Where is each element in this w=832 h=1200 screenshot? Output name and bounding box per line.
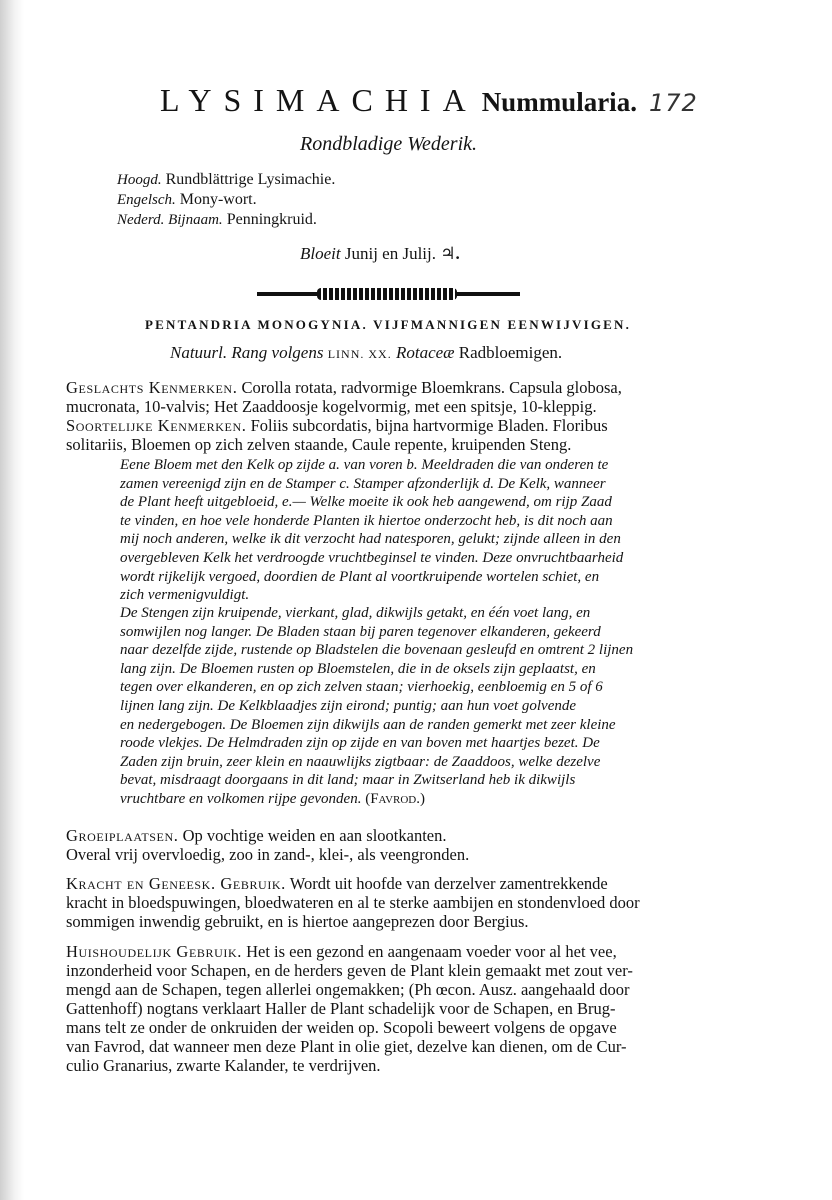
text-line: wordt rijkelijk vergoed, doordien de Plant al voortkruipende wortelen schiet, en: [120, 568, 600, 585]
section-heading: Huishoudelijk Gebruik.: [66, 942, 242, 961]
text-line: de Plant heeft uitgebloeid, e.— Welke moeite ik ook heb aangewend, om rijp Zaad: [120, 494, 612, 511]
text-line: [120, 790, 740, 809]
ornamental-divider: [257, 292, 520, 296]
text-line: [66, 874, 756, 893]
rang-linn: LINN. XX.: [327, 347, 392, 361]
genus-name: LYSIMACHIA: [160, 82, 478, 118]
section-heading: Groeiplaatsen.: [66, 826, 179, 845]
section-heading: Soortelijke Kenmerken.: [66, 416, 247, 435]
bloei-text: Junij en Julij.: [344, 244, 437, 263]
text-line: roode vlekjes. De Helmdraden zijn op zijde en van boven met haartjes bezet. De: [120, 735, 600, 752]
vernacular-names: [117, 170, 335, 230]
divider-ornament: [317, 288, 457, 300]
name-row: [117, 210, 335, 230]
text-span: Foliis subcordatis, bijna hartvormige Bladen. Floribus: [250, 416, 608, 435]
rang-dutch: Radbloemigen.: [458, 343, 563, 362]
name-value: Rundblättrige Lysimachie.: [165, 171, 336, 188]
text-line: [66, 942, 756, 961]
rang-label: Natuurl. Rang volgens: [170, 343, 324, 362]
section-heading: Kracht en Geneesk. Gebruik.: [66, 874, 286, 893]
genus-characters: [66, 378, 756, 454]
folio-number: 172: [648, 89, 698, 117]
plate-description: [120, 456, 740, 605]
text-line: Eene Bloem met den Kelk op zijde a. van voren b. Meeldraden die van onderen te: [120, 457, 609, 473]
text-line: Gattenhoff) nogtans verklaart Haller de Plant schadelijk voor de Schapen, en Brug-: [66, 999, 616, 1018]
perennial-symbol: ♃.: [440, 244, 460, 263]
text-line: bevat, misdraagt doorgaans in dit land; maar in Zwitserland heb ik dikwijls: [120, 772, 576, 789]
text-line: inzonderheid voor Schapen, en de herders geven de Plant klein gemaakt met zout ver-: [66, 961, 633, 980]
text-line: mij noch anderen, welke ik dit verzocht had natesporen, gelukt; zijnde alleen in den: [120, 531, 621, 548]
page-edge: [0, 0, 24, 1200]
text-span: Wordt uit hoofde van derzelver zamentrekkende: [289, 874, 608, 893]
flowering-time: [300, 244, 460, 264]
text-line: lijnen lang zijn. De Kelkblaadjes zijn eirond; puntig; aan hun voet golvende: [120, 697, 577, 714]
text-span: Corolla rotata, radvormige Bloemkrans. Capsula globosa,: [241, 378, 622, 397]
text-line: sommigen inwendig gebruikt, en is hiertoe aangeprezen door Bergius.: [66, 912, 529, 931]
linnaean-class: PENTANDRIA MONOGYNIA. VIJFMANNIGEN EENWIJVIGEN.: [145, 317, 632, 332]
text-line: lang zijn. De Bloemen rusten op Bloemstelen, die in de oksels zijn geplaatst, en: [120, 660, 596, 677]
text-line: Overal vrij overvloedig, zoo in zand-, klei-, als veengronden.: [66, 845, 470, 864]
text-line: en nedergebogen. De Bloemen zijn dikwijls aan de randen gemerkt met zeer kleine: [120, 716, 616, 733]
text-line: van Favrod, dat wanneer men deze Plant in olie giet, dezelve kan dienen, om de Cur-: [66, 1037, 627, 1056]
name-lang: Engelsch.: [117, 192, 176, 208]
text-span: Op vochtige weiden en aan slootkanten.: [182, 826, 447, 845]
text-line: zich vermenigvuldigt.: [120, 587, 250, 604]
text-line: culio Granarius, zwarte Kalander, te verdrijven.: [66, 1056, 381, 1075]
text-span: Het is een gezond en aangenaam voeder voor al het vee,: [246, 942, 617, 961]
text-line: [66, 826, 756, 845]
text-line: te vinden, en hoe vele honderde Planten ik hiertoe onderzocht heb, is dit noch aan: [120, 512, 613, 529]
name-row: [117, 170, 335, 190]
name-value: Mony-wort.: [179, 191, 257, 208]
bloei-label: Bloeit: [300, 244, 341, 263]
text-line: naar dezelfde zijde, rustende op Bladstelen die bovenaan gesleufd en omtrent 2 lijnen: [120, 642, 634, 659]
text-line: [66, 416, 756, 435]
household-use-section: [66, 942, 756, 1075]
citation: (Favrod.): [365, 790, 425, 807]
text-line: mengd aan de Schapen, tegen allerlei ongemakken; (Ph œcon. Ausz. aangehaald door: [66, 980, 630, 999]
species-name: Nummularia.: [481, 87, 637, 117]
text-line: De Stengen zijn kruipende, vierkant, glad, dikwijls getakt, en één voet lang, en: [120, 605, 591, 621]
text-line: mans telt ze onder de onkruiden der weiden op. Scopoli beweert volgens de opgave: [66, 1018, 617, 1037]
name-row: [117, 190, 335, 210]
name-lang: Nederd. Bijnaam.: [117, 212, 223, 228]
text-line: [66, 378, 756, 397]
rang-order: Rotaceæ: [395, 343, 455, 362]
page-title: [160, 82, 698, 119]
text-line: mucronata, 10-valvis; Het Zaaddoosje kogelvormig, met een spitsje, 10-kleppig.: [66, 397, 597, 416]
dutch-name: Rondbladige Wederik.: [300, 133, 478, 155]
plant-description: [120, 604, 740, 809]
name-value: Penningkruid.: [226, 211, 317, 228]
natural-order: [170, 343, 562, 363]
habitat-section: [66, 826, 756, 864]
text-line: kracht in bloedspuwingen, bloedwateren en al te sterke aambijen en stondenvloed door: [66, 893, 640, 912]
text-line: solitariis, Bloemen op zich zelven staande, Caule repente, kruipenden Steng.: [66, 435, 572, 454]
name-lang: Hoogd.: [117, 172, 162, 188]
text-line: zamen vereenigd zijn en de Stamper c. Stamper afzonderlijk d. De Kelk, wanneer: [120, 475, 606, 492]
text-span: vruchtbare en volkomen rijpe gevonden.: [120, 790, 362, 807]
text-line: somwijlen nog langer. De Bladen staan bij paren tegenover elkanderen, gekeerd: [120, 623, 601, 640]
section-heading: Geslachts Kenmerken.: [66, 378, 238, 397]
text-line: overgebleven Kelk het verdroogde vruchtbeginsel te vinden. Deze onvruchtbaarheid: [120, 549, 624, 566]
medicinal-use-section: [66, 874, 756, 931]
text-line: Zaden zijn bruin, zeer klein en naauwlijks zigtbaar: de Zaaddoos, welke dezelve: [120, 753, 601, 770]
text-line: tegen over elkanderen, en op zich zelven staan; vierhoekig, eenbloemig en 5 of 6: [120, 679, 603, 696]
